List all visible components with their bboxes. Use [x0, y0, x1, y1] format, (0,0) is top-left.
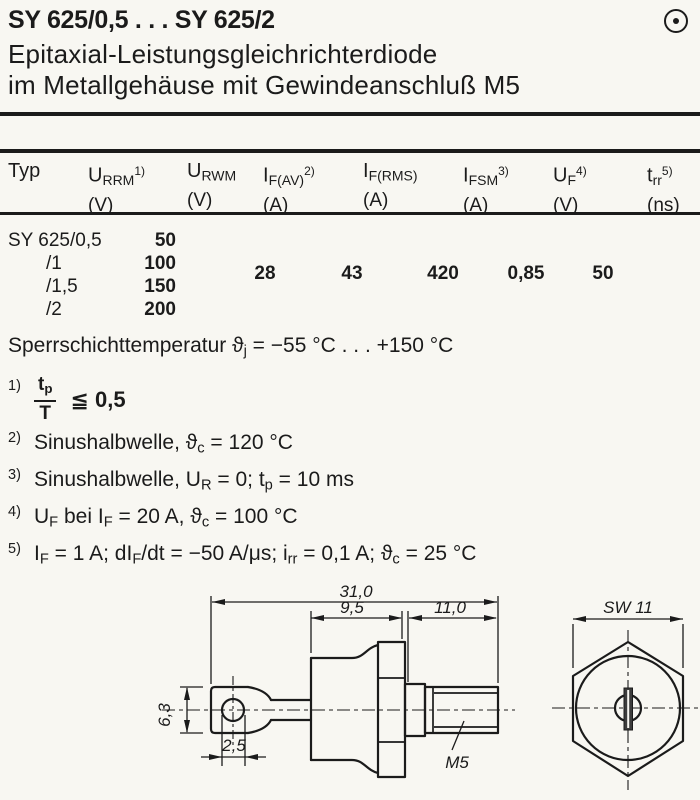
voltage-cell: 50 — [154, 230, 176, 251]
column-header-ifsm: IFSM$^{3)}$ (A) — [463, 164, 509, 216]
m5-leader-line — [452, 721, 464, 750]
type-cell: /1 — [46, 253, 62, 274]
column-header-ifav: IF(AV)$^{2)}$ (A) — [263, 164, 315, 216]
footnote-text: Sinushalbwelle, ϑc = 120 °C — [34, 431, 293, 457]
type-cell: /1,5 — [46, 276, 78, 297]
footnote-condition: ≦ 0,5 — [70, 386, 126, 412]
column-header-uf: UF$^{4)}$ (V) — [553, 164, 587, 216]
logo-dot — [673, 18, 679, 24]
subtitle-line-2: im Metallgehäuse mit Gewindeanschluß M5 — [8, 70, 521, 100]
voltage-cell: 200 — [144, 299, 176, 320]
fraction-numerator: tp — [34, 374, 56, 402]
page-subtitle — [8, 39, 520, 101]
end-view — [552, 598, 700, 790]
column-header-urrm: URRM$^{1)}$ (V) — [88, 164, 146, 216]
fraction-denominator: T — [39, 403, 52, 425]
footnote-2 — [8, 430, 293, 462]
shared-value-ifrms: 43 — [341, 263, 363, 284]
divider-table-top — [0, 149, 700, 153]
page-title: SY 625/0,5 . . . SY 625/2 — [8, 6, 275, 34]
footnote-marker: 5) — [8, 541, 21, 557]
wrench-size-label: SW 11 — [603, 598, 653, 617]
dim-overall-label: 31,0 — [339, 582, 373, 601]
footnote-text: UF bei IF = 20 A, ϑc = 100 °C — [34, 505, 298, 531]
dim-body-label: 9,5 — [340, 598, 364, 617]
subtitle-line-1: Epitaxial-Leistungsgleichrichterdiode — [8, 39, 438, 69]
shared-value-trr: 50 — [592, 263, 614, 284]
footnote-3 — [8, 467, 354, 499]
dim-hole-label: 2,5 — [222, 736, 246, 755]
junction-temperature-note: Sperrschichttemperatur ϑj = −55 °C . . . +150 °C — [8, 334, 454, 360]
circle-dot-icon — [664, 9, 688, 33]
fraction-tp-over-t — [34, 374, 56, 424]
side-view-dimensions — [155, 582, 498, 766]
column-header-trr: trr$^{5)}$ (ns) — [647, 164, 680, 216]
footnote-1 — [8, 374, 126, 424]
voltage-cell: 100 — [144, 253, 176, 274]
footnote-5 — [8, 541, 476, 573]
divider-top — [0, 112, 700, 116]
column-header-urwm: URWM (V) — [187, 160, 237, 212]
type-cell: /2 — [46, 299, 62, 320]
thread-size-label: M5 — [445, 753, 469, 772]
footnote-marker: 1) — [8, 378, 21, 394]
column-header-ifrms: IF(RMS) (A) — [363, 160, 418, 212]
shared-value-ifav: 28 — [254, 263, 276, 284]
dim-lug-height-label: 6,3 — [155, 703, 174, 727]
footnote-marker: 2) — [8, 430, 21, 446]
table-row — [0, 298, 700, 321]
voltage-cell: 150 — [144, 276, 176, 297]
dim-stud-label: 11,0 — [434, 598, 466, 617]
footnote-text: IF = 1 A; dIF/dt = −50 A/μs; irr = 0,1 A; ϑc = 25 °C — [34, 542, 477, 568]
footnote-marker: 3) — [8, 467, 21, 483]
table-row — [0, 229, 700, 252]
package-outline-drawing — [0, 575, 700, 800]
spec-table-header — [0, 159, 700, 218]
footnote-4 — [8, 504, 298, 536]
type-cell: SY 625/0,5 — [8, 230, 102, 251]
footnote-marker: 4) — [8, 504, 21, 520]
shared-value-uf: 0,85 — [507, 263, 545, 284]
column-header-typ: Typ — [8, 160, 41, 182]
shared-value-ifsm: 420 — [427, 263, 459, 284]
footnote-text: Sinushalbwelle, UR = 0; tp = 10 ms — [34, 468, 354, 494]
